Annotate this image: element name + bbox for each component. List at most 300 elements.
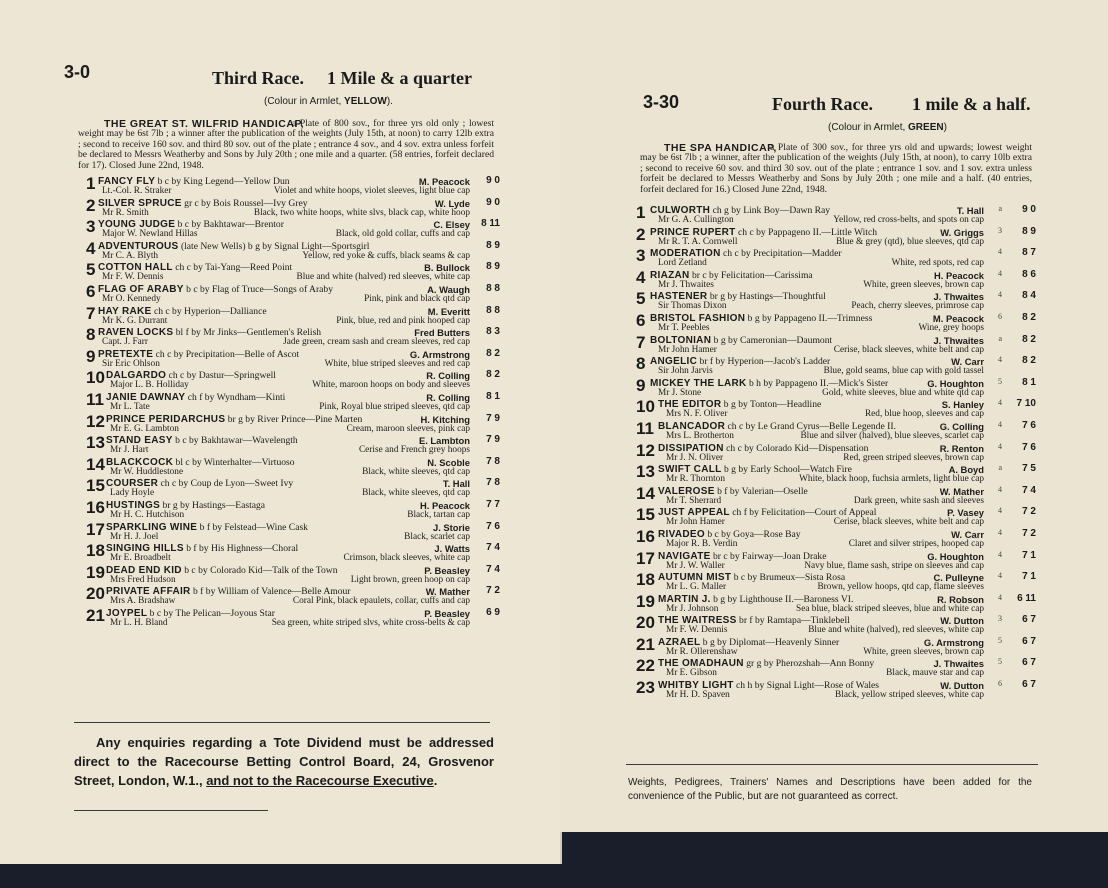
armlet-colour-value: GREEN xyxy=(908,122,944,133)
horse-breeding: b g by Tonton—Headline xyxy=(723,399,822,411)
runner-row xyxy=(86,369,500,391)
runner-weight: 8 2 xyxy=(1022,311,1036,323)
runner-row xyxy=(86,348,500,370)
horse-name: PRIVATE AFFAIR xyxy=(106,586,191,598)
horse-name: THE WAITRESS xyxy=(658,615,737,627)
runner-weight: 7 8 xyxy=(486,455,500,467)
racing-colours: Crimson, black sleeves, white cap xyxy=(343,553,470,564)
runner-row xyxy=(636,312,1036,334)
owner-name: Mrs A. Bradshaw xyxy=(110,596,176,607)
runner-number: 2 xyxy=(86,195,96,215)
jockey-name: C. Pulleyne xyxy=(933,572,984,584)
horse-breeding: ch c by Colorado Kid—Dispensation xyxy=(726,442,869,454)
racing-colours: Gold, white sleeves, blue and white qtd cap xyxy=(822,387,984,398)
racing-colours: Coral Pink, black epaulets, collar, cuffs and cap xyxy=(292,596,470,607)
racing-colours: Dark green, white sash and sleeves xyxy=(853,495,984,506)
horse-name: THE EDITOR xyxy=(658,399,722,411)
horse-breeding: br g by River Prince—Pine Marten xyxy=(227,413,363,425)
horse-breeding: b c by Bakhtawar—Wavelength xyxy=(175,435,298,447)
runner-age: 4 xyxy=(998,268,1002,278)
jockey-name: G. Armstrong xyxy=(409,348,470,360)
runner-row xyxy=(636,334,1036,356)
racing-colours: Peach, cherry sleeves, primrose cap xyxy=(851,301,984,312)
racing-colours: Navy blue, flame sash, stripe on sleeves and cap xyxy=(804,560,984,571)
horse-breeding: ch g by Link Boy—Dawn Ray xyxy=(712,205,831,216)
horse-name: BOLTONIAN xyxy=(650,334,712,346)
runner-number: 2 xyxy=(636,224,646,244)
owner-name: Sir John Jarvis xyxy=(658,366,713,377)
horse-breeding: b g by Cameronian—Daumont xyxy=(713,334,833,346)
runner-row xyxy=(636,420,1036,442)
horse-breeding: ch c by Coup de Lyon—Sweet Ivy xyxy=(160,478,294,490)
owner-name: Mr C. A. Blyth xyxy=(102,250,159,261)
horse-name: DALGARDO xyxy=(106,370,167,382)
horse-breeding: br c by Felicitation—Carissima xyxy=(691,269,813,281)
runner-age: 4 xyxy=(998,247,1002,257)
horse-breeding: br g by Hastings—Thoughtful xyxy=(709,291,826,303)
runner-number: 15 xyxy=(636,505,655,525)
runner-number: 11 xyxy=(636,418,654,438)
racing-colours: Cerise and French grey hoops xyxy=(358,445,470,456)
runner-weight: 7 4 xyxy=(486,542,500,554)
runner-row xyxy=(636,442,1036,464)
jockey-name: T. Hall xyxy=(956,205,984,216)
runner-age: 4 xyxy=(998,484,1002,494)
runner-number: 19 xyxy=(86,562,105,582)
racing-colours: Black, two white hoops, white slvs, black cap, white hoop xyxy=(253,207,470,218)
runner-weight: 7 8 xyxy=(486,477,500,489)
runner-weight: 8 3 xyxy=(486,326,500,338)
race-name: Third Race. xyxy=(212,68,304,88)
right-page xyxy=(560,0,1108,832)
horse-breeding: b c by The Pelican—Joyous Star xyxy=(149,607,275,619)
runner-number: 3 xyxy=(636,246,646,266)
runner-row xyxy=(86,499,500,521)
horse-breeding: b g by Early School—Watch Fire xyxy=(723,464,852,476)
runner-row xyxy=(86,261,500,283)
jockey-name: R. Colling xyxy=(426,391,470,403)
runner-number: 5 xyxy=(86,260,96,280)
runner-age: 4 xyxy=(998,419,1002,429)
race-name: Fourth Race. xyxy=(772,94,873,114)
owner-name: Mr K. G. Durrant xyxy=(102,315,168,326)
jockey-name: W. Dutton xyxy=(940,615,984,627)
horse-name: COURSER xyxy=(106,478,159,490)
horse-breeding: b g by Pappageno II.—Trimness xyxy=(747,312,873,324)
racing-colours: Black, white sleeves, qtd cap xyxy=(362,466,470,477)
runner-number: 4 xyxy=(636,267,646,287)
horse-name: YOUNG JUDGE xyxy=(98,219,176,231)
owner-name: Mr John Hamer xyxy=(666,517,725,528)
runner-row xyxy=(86,283,500,305)
horse-breeding: ch c by Tai-Yang—Reed Point xyxy=(175,262,293,274)
runner-weight: 7 4 xyxy=(486,563,500,575)
horse-name: HASTENER xyxy=(650,291,708,303)
racing-colours: Sea blue, black striped sleeves, blue and white cap xyxy=(796,603,984,614)
racing-colours: Black, tartan cap xyxy=(407,509,470,520)
runner-number: 14 xyxy=(636,483,655,503)
racing-colours: Red, blue hoop, sleeves and cap xyxy=(864,409,984,420)
runner-number: 12 xyxy=(86,411,105,431)
runner-row xyxy=(636,679,1036,701)
runner-number: 17 xyxy=(636,548,655,568)
horse-name: JANIE DAWNAY xyxy=(106,391,186,403)
runner-weight: 7 5 xyxy=(1022,463,1036,475)
race-conditions: a Plate of 800 sov., for three yrs old only ; lowest weight may be 6st 7lb ; a winner after the publication of the weights (July 15th, at noon) to carry 12lb extra ; second to receive 160 sov. and third 80 sov. out of the plate ; entrance 4 sov., and 4 sov. extra unless forfeit be declared to Messrs Weatherby and Sons by July 20th ; one mile and a quarter. (58 entries, forfeit declared for 17). Closed June 22nd, 1948. xyxy=(78,118,494,171)
horse-name: DEAD END KID xyxy=(106,564,182,576)
armlet-colour-value: YELLOW xyxy=(344,96,387,107)
runner-number: 5 xyxy=(636,289,646,309)
racing-colours: White, red spots, red cap xyxy=(891,258,984,269)
runner-age: 5 xyxy=(998,657,1002,667)
horse-name: HUSTINGS xyxy=(106,499,161,511)
horse-breeding: b c by Brumeux—Sista Rosa xyxy=(733,572,846,584)
racing-colours: Black, scarlet cap xyxy=(404,531,470,542)
horse-breeding: b f by Felstead—Wine Cask xyxy=(199,521,308,533)
horse-name: PRINCE RUPERT xyxy=(650,226,736,238)
runner-row xyxy=(86,434,500,456)
jockey-name: N. Scoble xyxy=(427,456,470,468)
runner-number: 1 xyxy=(86,174,96,193)
jockey-name: M. Peacock xyxy=(932,312,984,324)
owner-name: Mrs N. F. Oliver xyxy=(666,409,728,420)
runner-row xyxy=(636,226,1036,248)
runner-number: 18 xyxy=(86,541,105,561)
horse-breeding: b c by Bakhtawar—Brentor xyxy=(177,219,284,231)
jockey-name: J. Thwaites xyxy=(933,291,984,303)
runner-number: 13 xyxy=(86,433,105,453)
horse-name: BRISTOL FASHION xyxy=(650,312,746,324)
horse-name: PRETEXTE xyxy=(98,348,154,360)
racing-colours: Wine, grey hoops xyxy=(918,322,984,333)
runner-weight: 8 1 xyxy=(1022,376,1036,388)
horse-name: WHITBY LIGHT xyxy=(658,680,734,692)
race-conditions: a Plate of 300 sov., for three yrs old and upwards; lowest weight may be 6st 7lb ; a winner, after the publication of the weights (July 15th, at noon), to carry 10lb extra ; second to receive 60 sov. and third 30 sov. out of the plate ; entrance 1 sov. and 1 sov. extra unless forfeit be declared to Messrs Weatherby and Sons by July 20th ; one mile and a half. (40 entries, forfeit declared for 16.) Closed June 22nd, 1948. xyxy=(640,142,1032,195)
racing-colours: Jade green, cream sash and cream sleeves, red cap xyxy=(283,337,470,348)
horse-breeding: ch c by Hyperion—Dalliance xyxy=(153,305,267,317)
runner-row xyxy=(86,413,500,435)
runner-weight: 8 6 xyxy=(1022,268,1036,280)
jockey-name: J. Storie xyxy=(433,521,470,533)
runner-weight: 8 2 xyxy=(486,369,500,381)
runner-number: 12 xyxy=(636,440,655,460)
runner-age: 4 xyxy=(998,441,1002,451)
horse-name: THE OMADHAUN xyxy=(658,658,744,670)
runner-row xyxy=(636,247,1036,269)
racing-colours: White, blue striped sleeves and red cap xyxy=(324,358,470,369)
jockey-name: H. Peacock xyxy=(419,499,470,511)
runner-weight: 6 11 xyxy=(1017,592,1036,604)
runner-number: 4 xyxy=(86,238,96,258)
horse-name: BLACKCOCK xyxy=(106,456,174,468)
jockey-name: P. Vasey xyxy=(947,507,984,519)
horse-breeding: b c by King Legend—Yellow Dun xyxy=(157,176,290,187)
jockey-name: W. Carr xyxy=(951,528,984,540)
racing-colours: Cream, maroon sleeves, pink cap xyxy=(346,423,470,434)
owner-name: Mr W. Huddlestone xyxy=(110,466,184,477)
owner-name: Mr T. Sherrard xyxy=(666,495,722,506)
runner-weight: 6 7 xyxy=(1022,657,1036,669)
jockey-name: R. Robson xyxy=(937,593,984,605)
horse-breeding: bl f by Mr Jinks—Gentlemen's Relish xyxy=(175,327,322,339)
jockey-name: W. Dutton xyxy=(940,680,984,692)
owner-name: Mr J. Stone xyxy=(658,387,702,398)
racing-colours: Blue and white (halved) red sleeves, white cap xyxy=(296,272,470,283)
runner-weight: 8 2 xyxy=(486,347,500,359)
runner-age: 4 xyxy=(998,571,1002,581)
runner-row xyxy=(636,636,1036,658)
racing-colours: Cerise, black sleeves, white belt and cap xyxy=(833,517,984,528)
horse-name: AUTUMN MIST xyxy=(658,572,732,584)
horse-breeding: b h by Pappageno II.—Mick's Sister xyxy=(748,377,889,389)
handicap-title: THE GREAT ST. WILFRID HANDICAP, xyxy=(104,118,305,130)
runner-weight: 9 0 xyxy=(486,175,500,186)
horse-breeding: ch f by Wyndham—Kinti xyxy=(187,391,286,403)
runner-age: 4 xyxy=(998,355,1002,365)
runner-row xyxy=(86,326,500,348)
owner-name: Mrs L. Brotherton xyxy=(666,430,734,441)
owner-name: Mr J. Johnson xyxy=(666,603,719,614)
runner-number: 20 xyxy=(636,613,655,633)
runner-number: 23 xyxy=(636,678,655,698)
runner-row xyxy=(86,197,500,219)
racing-colours: Black, yellow striped sleeves, white cap xyxy=(835,690,984,701)
horse-breeding: gr g by Pherozshah—Ann Bonny xyxy=(746,658,875,670)
owner-name: Lt.-Col. R. Straker xyxy=(102,186,172,196)
owner-name: Major R. B. Verdin xyxy=(666,538,738,549)
jockey-name: R. Renton xyxy=(939,442,984,454)
runner-weight: 8 11 xyxy=(481,218,500,230)
horse-name: BLANCADOR xyxy=(658,420,726,432)
handicap-title: THE SPA HANDICAP, xyxy=(664,142,777,154)
runner-number: 6 xyxy=(636,310,646,330)
runner-number: 10 xyxy=(86,368,105,388)
runner-row xyxy=(86,542,500,564)
runner-row xyxy=(636,485,1036,507)
runner-weight: 7 9 xyxy=(486,412,500,424)
horse-breeding: ch c by Dastur—Springwell xyxy=(168,370,276,382)
runner-row xyxy=(86,218,500,240)
owner-name: Mr J. Hart xyxy=(110,445,149,456)
owner-name: Lord Zetland xyxy=(658,258,707,269)
horse-name: FLAG OF ARABY xyxy=(98,283,184,295)
horse-breeding: bl c by Winterhalter—Virtuoso xyxy=(175,456,295,468)
jockey-name: P. Beasley xyxy=(424,564,470,576)
race-time: 3-0 xyxy=(64,62,91,82)
runner-age: a xyxy=(998,204,1002,213)
owner-name: Mr O. Kennedy xyxy=(102,293,161,304)
horse-name: DISSIPATION xyxy=(658,442,724,454)
runner-number: 6 xyxy=(86,281,96,301)
owner-name: Mr H. J. Joel xyxy=(110,531,159,542)
runner-number: 19 xyxy=(636,591,655,611)
horse-name: RAVEN LOCKS xyxy=(98,327,174,339)
horse-name: RIAZAN xyxy=(650,269,690,281)
jockey-name: J. Watts xyxy=(434,543,470,555)
horse-breeding: br c by Fairway—Joan Drake xyxy=(713,550,827,562)
runner-row xyxy=(636,204,1036,226)
racing-colours: Brown, yellow hoops, qtd cap, flame sleeves xyxy=(817,582,984,593)
runner-number: 21 xyxy=(636,634,655,654)
owner-name: Major W. Newland Hillas xyxy=(102,229,198,240)
racing-colours: Blue and silver (halved), blue sleeves, scarlet cap xyxy=(800,430,984,441)
horse-name: RIVADEO xyxy=(658,528,705,540)
runner-age: 3 xyxy=(998,225,1002,235)
owner-name: Mr R. Smith xyxy=(102,207,149,218)
racing-colours: White, black hoop, fuchsia armlets, light blue cap xyxy=(799,474,984,485)
runner-age: 6 xyxy=(998,311,1002,321)
owner-name: Mr J. N. Oliver xyxy=(666,452,724,463)
runner-row xyxy=(86,456,500,478)
runner-number: 7 xyxy=(636,332,646,352)
horse-name: SINGING HILLS xyxy=(106,543,184,555)
runner-weight: 7 2 xyxy=(1022,506,1036,518)
horse-breeding: br f by Hyperion—Jacob's Ladder xyxy=(699,356,831,368)
race-heading xyxy=(772,94,1030,115)
runner-weight: 7 6 xyxy=(1022,419,1036,431)
runner-row xyxy=(636,377,1036,399)
runner-weight: 6 9 xyxy=(486,606,500,618)
owner-name: Mr L. G. Maller xyxy=(666,582,727,593)
racing-colours: Pink, Royal blue striped sleeves, qtd cap xyxy=(319,401,470,412)
jockey-name: B. Bullock xyxy=(424,262,470,274)
runner-weight: 7 4 xyxy=(1022,484,1036,496)
owner-name: Mr E. Gibson xyxy=(666,668,717,679)
racing-colours: Violet and white hoops, violet sleeves, light blue cap xyxy=(273,186,470,196)
jockey-name: G. Colling xyxy=(939,420,984,432)
horse-name: PRINCE PERIDARCHUS xyxy=(106,413,226,425)
runner-list xyxy=(86,175,500,628)
runner-weight: 9 0 xyxy=(486,196,500,208)
owner-name: Capt. J. Farr xyxy=(102,337,148,348)
racing-colours: Blue & grey (qtd), blue sleeves, qtd cap xyxy=(836,236,984,247)
horse-breeding: b c by Flag of Truce—Songs of Araby xyxy=(186,283,333,295)
runner-weight: 7 10 xyxy=(1016,398,1036,410)
runner-weight: 7 1 xyxy=(1022,571,1036,583)
jockey-name: E. Lambton xyxy=(418,435,470,447)
owner-name: Mr E. G. Lambton xyxy=(110,423,179,434)
runner-number: 16 xyxy=(636,526,655,546)
armlet-colour: (Colour in Armlet, YELLOW). xyxy=(264,96,393,107)
racing-colours: Black, old gold collar, cuffs and cap xyxy=(335,229,470,240)
horse-breeding: b g by Diplomat—Heavenly Sinner xyxy=(702,636,840,648)
runner-row xyxy=(86,175,500,197)
runner-weight: 6 7 xyxy=(1022,635,1036,647)
horse-breeding: b c by Colorado Kid—Talk of the Town xyxy=(184,564,338,576)
runner-number: 10 xyxy=(636,397,655,417)
owner-name: Mr L. H. Bland xyxy=(110,617,168,628)
horse-breeding: gr c by Bois Roussel—Ivy Grey xyxy=(184,197,308,209)
horse-name: JUST APPEAL xyxy=(658,507,730,519)
disclaimer: Weights, Pedigrees, Trainers' Names and Descriptions have been added for the convenience of the Public, but are not guaranteed as correct. xyxy=(628,777,1032,802)
jockey-name: W. Lyde xyxy=(434,197,470,209)
horse-breeding: ch c by Precipitation—Madder xyxy=(723,248,842,260)
racing-colours: White, maroon hoops on body and sleeves xyxy=(312,380,470,391)
armlet-colour: (Colour in Armlet, GREEN) xyxy=(828,122,947,133)
horse-breeding: ch c by Le Grand Cyrus—Belle Legende II. xyxy=(727,420,896,432)
owner-name: Mr R. Thornton xyxy=(666,474,725,485)
racing-colours: White, green sleeves, brown cap xyxy=(863,646,984,657)
racing-colours: Black, mauve star and cap xyxy=(886,668,984,679)
horse-breeding: b f by His Highness—Choral xyxy=(186,543,299,555)
owner-name: Mr T. Peebles xyxy=(658,322,710,333)
race-heading xyxy=(212,68,472,89)
runner-row xyxy=(636,657,1036,679)
horse-name: HAY RAKE xyxy=(98,305,152,317)
horse-name: STAND EASY xyxy=(106,435,173,447)
runner-row xyxy=(636,398,1036,420)
runner-number: 3 xyxy=(86,217,96,237)
owner-name: Mr J. W. Waller xyxy=(666,560,725,571)
runner-row xyxy=(86,564,500,586)
horse-breeding: ch c by Precipitation—Belle of Ascot xyxy=(155,348,300,360)
runner-row xyxy=(86,585,500,607)
race-time: 3-30 xyxy=(643,92,680,112)
runner-age: 4 xyxy=(998,549,1002,559)
owner-name: Mrs Fred Hudson xyxy=(110,574,176,585)
runner-row xyxy=(86,607,500,629)
jockey-name: J. Thwaites xyxy=(933,658,984,670)
racing-colours: Black, white sleeves, qtd cap xyxy=(362,488,470,499)
runner-age: a xyxy=(998,333,1002,343)
owner-name: Mr F. W. Dennis xyxy=(666,625,728,636)
owner-name: Mr H. D. Spaven xyxy=(666,690,730,701)
jockey-name: H. Peacock xyxy=(933,269,984,281)
jockey-name: W. Mather xyxy=(939,485,984,497)
runner-row xyxy=(636,593,1036,615)
owner-name: Mr R. Ollerenshaw xyxy=(666,646,738,657)
jockey-name: M. Everitt xyxy=(427,305,470,317)
horse-name: ANGELIC xyxy=(650,356,698,368)
horse-name: MODERATION xyxy=(650,248,721,260)
owner-name: Mr L. Tate xyxy=(110,401,150,412)
runner-weight: 8 8 xyxy=(486,304,500,316)
runner-number: 15 xyxy=(86,476,105,496)
runner-number: 16 xyxy=(86,497,105,517)
racing-colours: Claret and silver stripes, hooped cap xyxy=(848,538,984,549)
jockey-name: P. Beasley xyxy=(424,607,470,619)
horse-name: FANCY FLY xyxy=(98,176,156,187)
runner-row xyxy=(636,269,1036,291)
jockey-name: R. Colling xyxy=(426,370,470,382)
runner-number: 20 xyxy=(86,584,105,604)
jockey-name: G. Houghton xyxy=(927,377,984,389)
runner-weight: 8 9 xyxy=(486,261,500,273)
runner-row xyxy=(86,521,500,543)
runner-row xyxy=(86,240,500,262)
runner-number: 8 xyxy=(636,354,646,374)
runner-age: 5 xyxy=(998,635,1002,645)
runner-age: 5 xyxy=(998,376,1002,386)
horse-name: MICKEY THE LARK xyxy=(650,377,747,389)
runner-age: 4 xyxy=(998,527,1002,537)
horse-name: SPARKLING WINE xyxy=(106,521,198,533)
jockey-name: J. Thwaites xyxy=(933,334,984,346)
runner-weight: 6 7 xyxy=(1022,679,1036,691)
owner-name: Mr F. W. Dennis xyxy=(102,272,164,283)
runner-number: 22 xyxy=(636,656,655,676)
runner-age: 3 xyxy=(998,614,1002,624)
runner-weight: 8 4 xyxy=(1022,290,1036,302)
owner-name: Major L. B. Holliday xyxy=(110,380,189,391)
runner-weight: 7 7 xyxy=(486,498,500,510)
jockey-name: S. Hanley xyxy=(941,399,984,411)
jockey-name: A. Waugh xyxy=(427,283,470,295)
runner-weight: 7 6 xyxy=(1022,441,1036,453)
horse-name: SWIFT CALL xyxy=(658,464,722,476)
jockey-name: W. Carr xyxy=(951,356,984,368)
horse-breeding: (late New Wells) b g by Signal Light—Sportsgirl xyxy=(180,240,370,252)
